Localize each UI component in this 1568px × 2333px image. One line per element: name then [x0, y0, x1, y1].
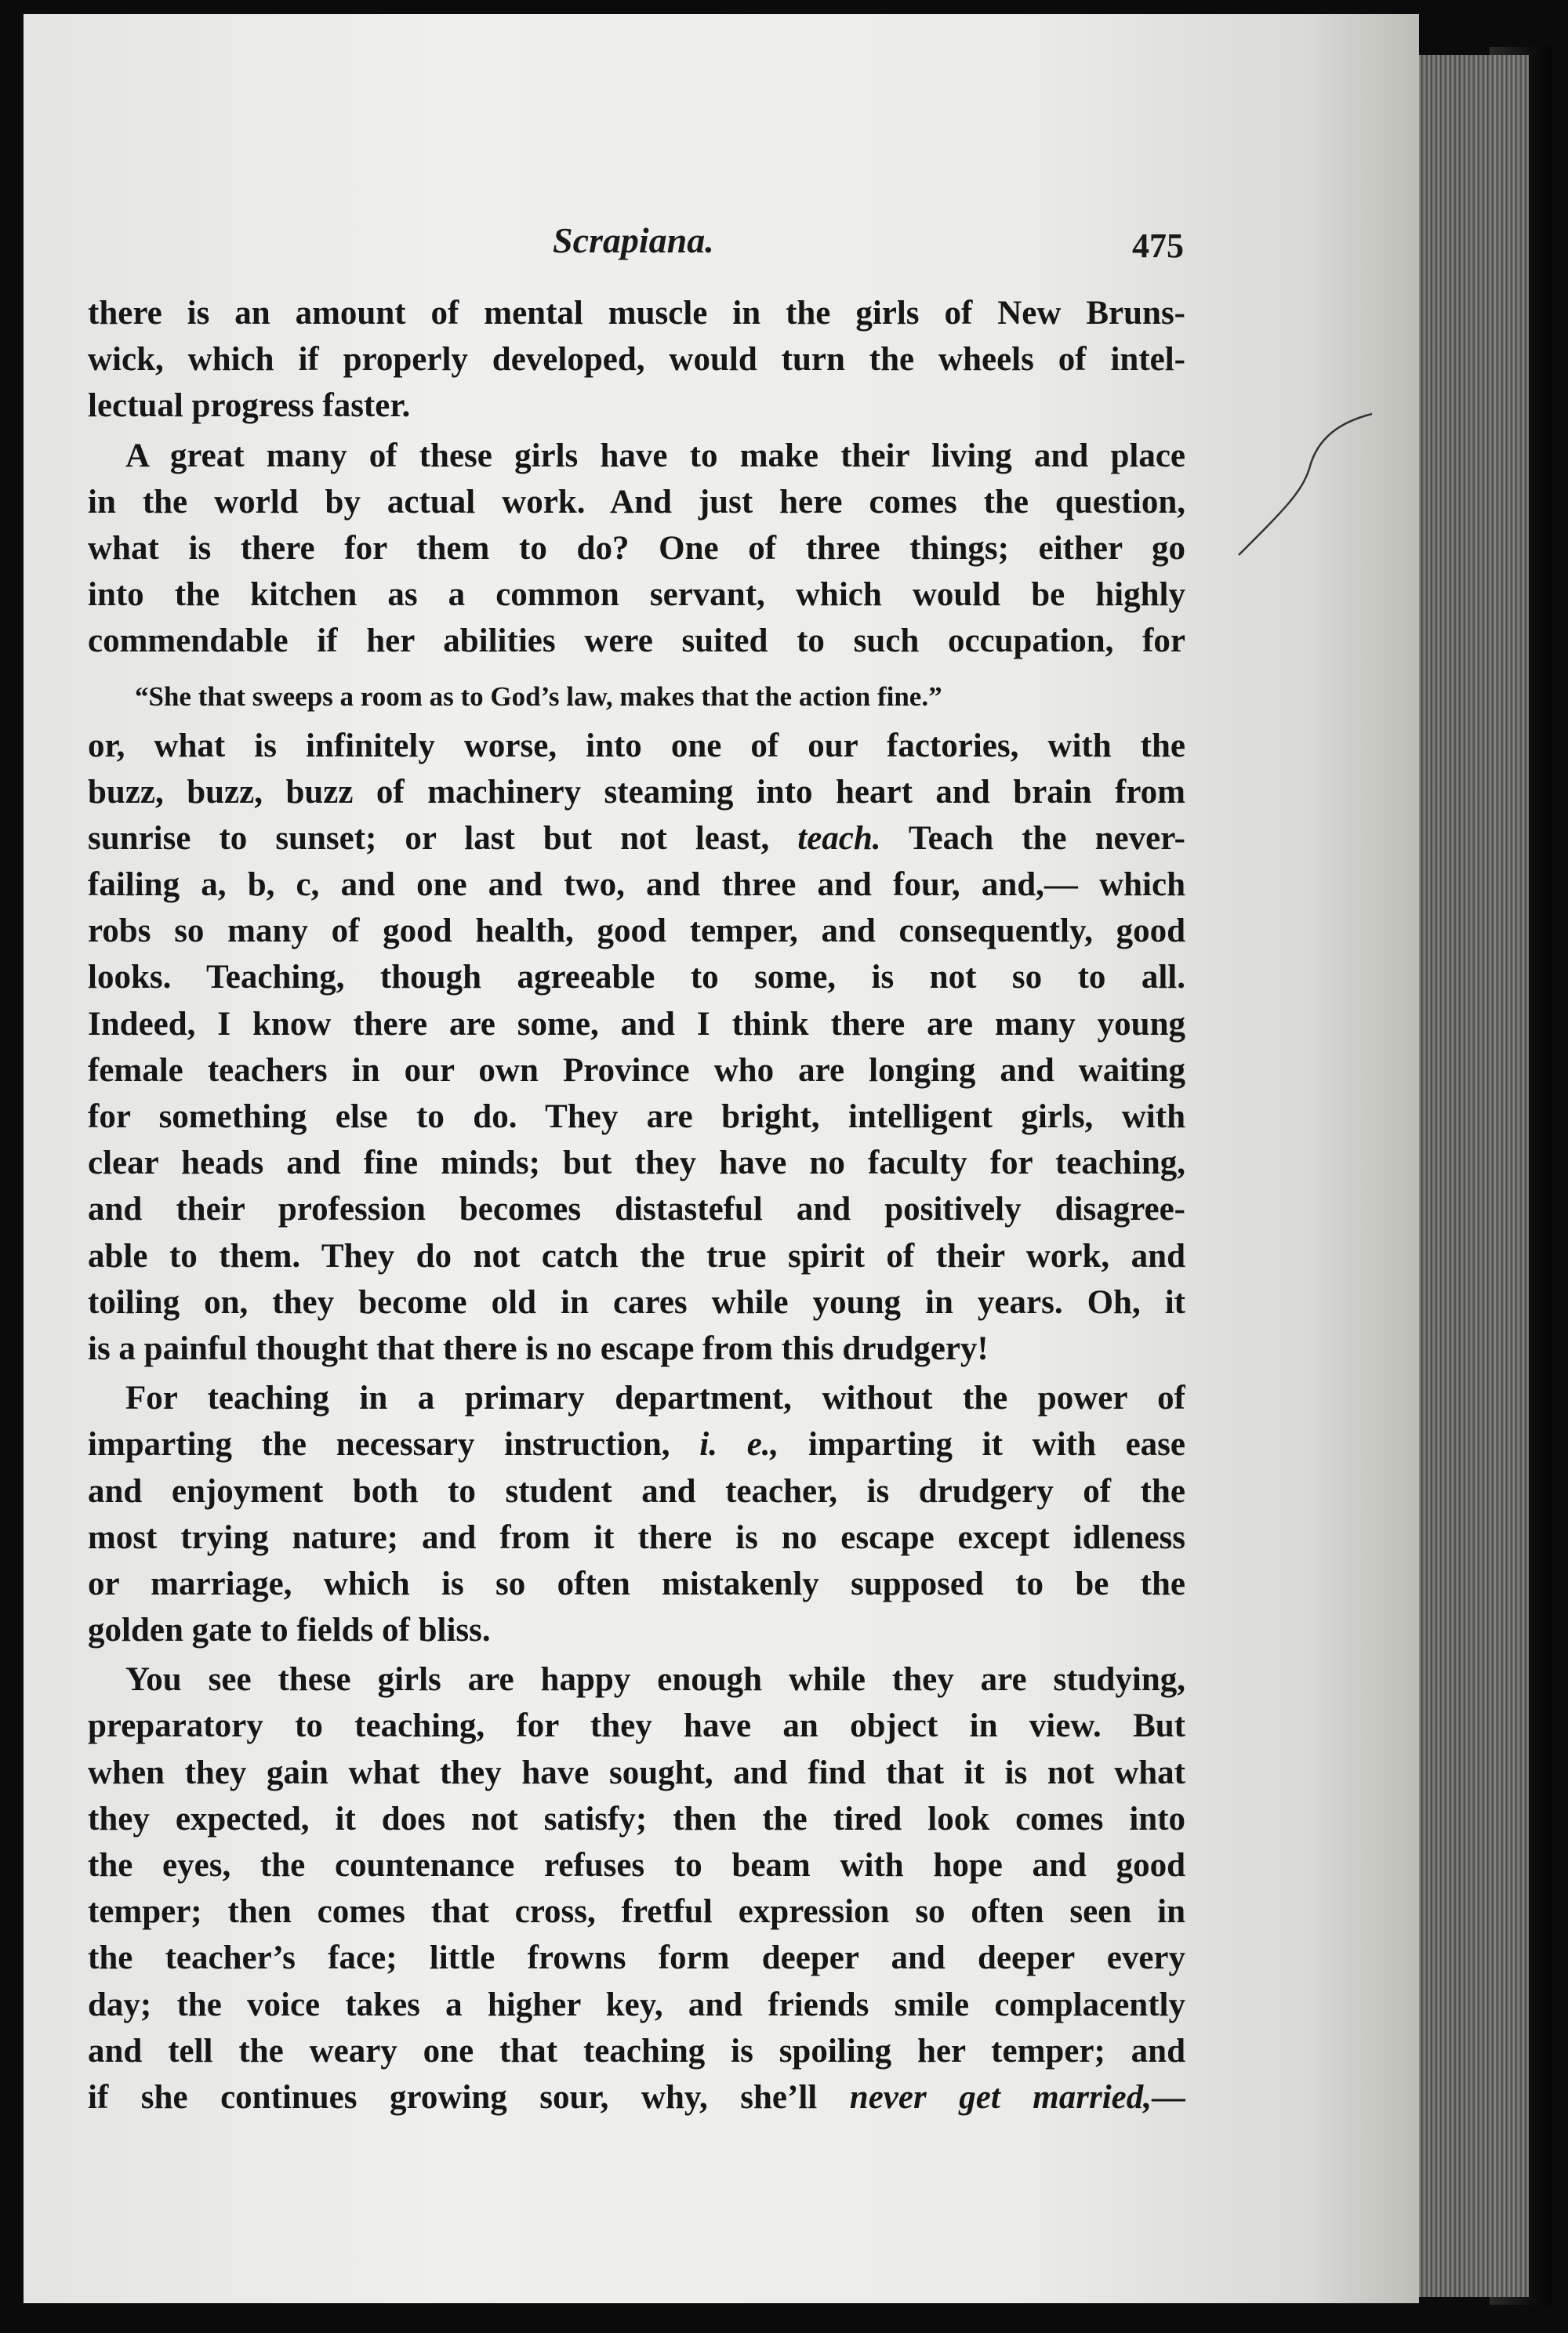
body-text: [88, 290, 1185, 2121]
text-run: sunrise to sunset; or last but not least,: [88, 819, 798, 857]
italic-text: never get married,: [849, 2078, 1152, 2116]
text-line: A great many of these girls have to make their living and place: [125, 437, 1185, 474]
text-line: the eyes, the countenance refuses to beam with hope and good: [88, 1847, 1185, 1884]
text-line: or marriage, which is so often mistakenly supposed to be the: [88, 1565, 1185, 1602]
page-number: 475: [1132, 227, 1184, 265]
text-run: imparting it with ease: [779, 1426, 1185, 1464]
italic-text: i. e.,: [699, 1426, 779, 1464]
text-line: in the world by actual work. And just here comes the question,: [88, 483, 1185, 521]
text-line: lectual progress faster.: [88, 387, 411, 425]
pencil-mark: [1223, 406, 1380, 563]
text-line: You see these girls are happy enough while they are studying,: [125, 1661, 1185, 1699]
running-head: Scrapiana.: [553, 220, 714, 260]
italic-text: teach.: [797, 819, 881, 857]
text-line: [88, 1421, 1185, 1468]
text-line: For teaching in a primary department, without the power of: [125, 1380, 1185, 1417]
text-line: and their profession becomes distasteful and positively disagree-: [88, 1191, 1185, 1228]
page-header: [94, 220, 1184, 274]
text-line: the teacher’s face; little frowns form deeper and deeper every: [88, 1939, 1185, 1977]
text-line: they expected, it does not satisfy; then the tired look comes into: [88, 1800, 1185, 1838]
text-line: able to them. They do not catch the true spirit of their work, and: [88, 1237, 1185, 1275]
block-quote: “She that sweeps a room as to God’s law, makes that the action fine.”: [135, 680, 942, 712]
text-line: what is there for them to do? One of three things; either go: [88, 529, 1185, 567]
text-line: [88, 815, 1185, 862]
text-line: robs so many of good health, good temper, and consequently, good: [88, 913, 1185, 950]
text-line: golden gate to fields of bliss.: [88, 1612, 491, 1649]
text-line: female teachers in our own Province who are longing and waiting: [88, 1051, 1185, 1089]
text-line: most trying nature; and from it there is no escape except idleness: [88, 1518, 1185, 1556]
text-line: when they gain what they have sought, and find that it is not what: [88, 1754, 1185, 1791]
text-line: toiling on, they become old in cares while young in years. Oh, it: [88, 1283, 1185, 1321]
text-line: into the kitchen as a common servant, which would be highly: [88, 576, 1185, 614]
text-line: for something else to do. They are bright, intelligent girls, with: [88, 1098, 1185, 1135]
text-line: [88, 2074, 1185, 2121]
text-line: and tell the weary one that teaching is spoiling her temper; and: [88, 2032, 1185, 2070]
book-page: [24, 14, 1419, 2303]
text-line: day; the voice takes a higher key, and friends smile complacently: [88, 1986, 1185, 2023]
text-line: there is an amount of mental muscle in the girls of New Bruns-: [88, 295, 1185, 332]
text-run: Teach the never-: [880, 819, 1185, 857]
text-line: clear heads and fine minds; but they have no faculty for teaching,: [88, 1145, 1185, 1182]
text-run: if she continues growing sour, why, she’ll: [88, 2078, 850, 2116]
page-edges: [1403, 55, 1529, 2297]
text-run: imparting the necessary instruction,: [88, 1426, 700, 1464]
text-line: Indeed, I know there are some, and I think there are many young: [88, 1005, 1185, 1043]
text-line: buzz, buzz, buzz of machinery steaming into heart and brain from: [88, 773, 1185, 811]
text-line: commendable if her abilities were suited to such occupation, for: [88, 622, 1185, 660]
text-line: is a painful thought that there is no escape from this drudgery!: [88, 1330, 989, 1367]
text-line: and enjoyment both to student and teacher, is drudgery of the: [88, 1472, 1185, 1510]
text-line: failing a, b, c, and one and two, and three and four, and,— which: [88, 866, 1185, 904]
text-line: wick, which if properly developed, would turn the wheels of intel-: [88, 341, 1185, 379]
text-run: —: [1152, 2078, 1185, 2116]
text-line: temper; then comes that cross, fretful expression so often seen in: [88, 1893, 1185, 1931]
text-line: looks. Teaching, though agreeable to some, is not so to all.: [88, 959, 1185, 996]
text-line: preparatory to teaching, for they have an object in view. But: [88, 1707, 1185, 1745]
text-line: or, what is infinitely worse, into one of our factories, with the: [88, 727, 1185, 764]
